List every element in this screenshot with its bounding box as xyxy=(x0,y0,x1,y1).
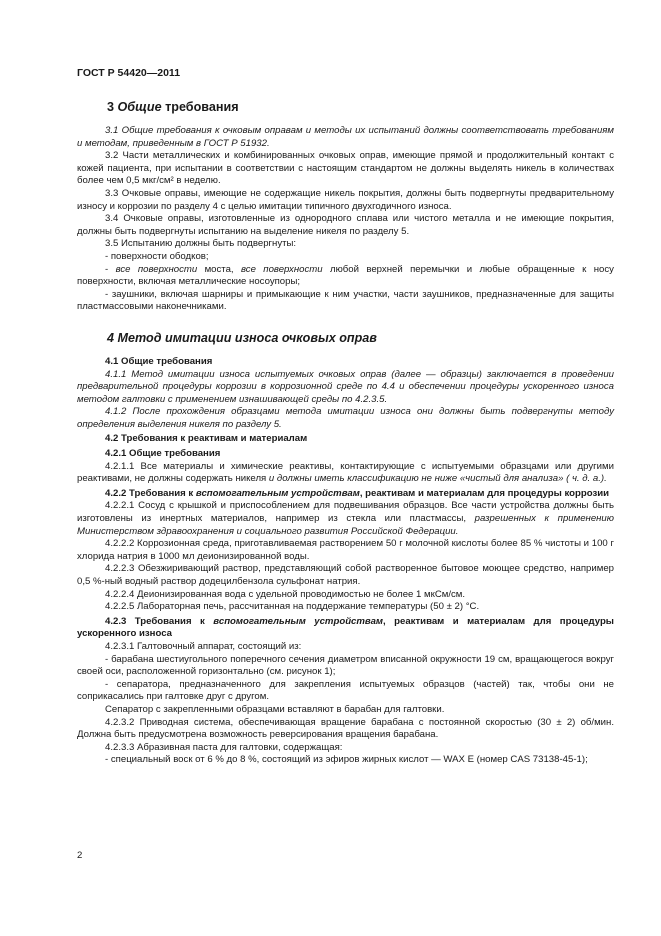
paragraph-3-5: 3.5 Испытанию должны быть подвергнуты: xyxy=(105,238,297,250)
paragraph-4-2-2-5: 4.2.2.5 Лабораторная печь, рассчитанная на поддержание температуры (50 ± 2) °С. xyxy=(105,601,480,613)
page-content xyxy=(77,99,614,767)
paragraph-4-2-3-1: 4.2.3.1 Галтовочный аппарат, состоящий из: xyxy=(105,640,302,652)
paragraph-4-2-2-4: 4.2.2.4 Деионизированная вода с удельной проводимостью не более 1 мкСм/см. xyxy=(105,588,466,600)
section-3-title: 3 Общие требования xyxy=(107,100,239,114)
subsection-4-2-1-title: 4.2.1 Общие требования xyxy=(105,448,221,460)
paragraph-4-2-2-3: 4.2.2.3 Обезжиривающий раствор, представляющий собой растворенное бытовое моющее средство, например 0,5 %-ный водный раствор додецилбензола сульфонат натрия. xyxy=(77,563,614,587)
paragraph-4-1-1: 4.1.1 Метод имитации износа испытуемых очковых оправ (далее — образцы) заключается в проведении предварительной процедуры коррозии в коррозионной среде по 4.4 и обеспечении процедуры ускоренного износа методом галтовки с применением изнашивающей среды по 4.2.3.5. xyxy=(77,368,614,405)
list-item: - специальный воск от 6 % до 8 %, состоящий из эфиров жирных кислот — WAX E (номер CAS 73138-45-1); xyxy=(105,754,588,766)
list-item: - заушники, включая шарниры и примыкающие к ним участки, части заушников, предназначенные для защиты пластмассовыми наконечниками. xyxy=(77,288,614,313)
paragraph-4-2-2-2: 4.2.2.2 Коррозионная среда, приготавливаемая растворением 50 г молочной кислоты более 85 % чистоты и 100 г хлорида натрия в 1000 мл деионизированной воды. xyxy=(77,538,614,562)
subsection-4-2-title: 4.2 Требования к реактивам и материалам xyxy=(105,433,308,445)
list-item: - поверхности ободков; xyxy=(105,250,209,262)
section-4-title: 4 Метод имитации износа очковых оправ xyxy=(107,330,377,345)
document-header: ГОСТ Р 54420—2011 xyxy=(77,67,181,79)
subsection-4-2-3-title: 4.2.3 Требования к вспомогательным устройствам, реактивам и материалам для процедуры ускоренного износа xyxy=(77,615,615,640)
paragraph-3-2: 3.2 Части металлических и комбинированных очковых оправ, имеющие прямой и продолжительный контакт с кожей пациента, при испытании в соответствии с настоящим стандартом не должны выделять никель в количествах более чем 0,5 мкг/см² в неделю. xyxy=(77,150,614,187)
list-item: - барабана шестиугольного поперечного сечения диаметром вписанной окружности 19 см, вращающегося вокруг своей оси, расположенной горизонтально (см. рисунок 1); xyxy=(77,653,614,678)
paragraph-4-1-2: 4.1.2 После прохождения образцами метода имитации износа они должны быть подвергнуты методу определения выделения никеля по разделу 5. xyxy=(77,406,614,430)
paragraph-3-4: 3.4 Очковые оправы, изготовленные из однородного сплава или чистого металла и не имеющие покрытия, должны быть подвергнуты испытанию на выделение никеля по разделу 5. xyxy=(77,213,614,237)
subsection-4-2-2-title: 4.2.2 Требования к вспомогательным устройствам, реактивам и материалам для процедуры коррозии xyxy=(105,487,610,499)
paragraph-4-2-1-1: 4.2.1.1 Все материалы и химические реактивы, контактирующие с испытуемыми образцами или другими реактивами, не должны содержать никеля и должны иметь классификацию не ниже «чистый для анализа» ( ч. д. а.). xyxy=(77,460,614,485)
list-item: - сепаратора, предназначенного для закрепления испытуемых образцов (частей) так, чтобы они не соприкасались при галтовке друг с другом. xyxy=(77,678,614,703)
paragraph-separator: Сепаратор с закрепленными образцами вставляют в барабан для галтовки. xyxy=(105,703,445,715)
list-item: - все поверхности моста, все поверхности любой верхней перемычки и любые обращенные к носу поверхности, включая металлические носоупоры; xyxy=(77,263,614,288)
subsection-4-1-title: 4.1 Общие требования xyxy=(105,355,213,367)
paragraph-3-3: 3.3 Очковые оправы, имеющие не содержащие никель покрытия, должны быть подвергнуты предварительному износу и коррозии по разделу 4 с целью имитации типичного двухгодичного износа. xyxy=(77,187,614,212)
paragraph-3-1: 3.1 Общие требования к очковым оправам и методы их испытаний должны соответствовать требованиям и методам, приведенным в ГОСТ Р 51932. xyxy=(77,125,614,149)
paragraph-4-2-3-3: 4.2.3.3 Абразивная паста для галтовки, содержащая: xyxy=(105,741,343,753)
page-number: 2 xyxy=(77,850,83,861)
paragraph-4-2-2-1: 4.2.2.1 Сосуд с крышкой и приспособлением для подвешивания образцов. Все части устройства должны быть изготовлены из инертных материалов, например из стекла или пластмассы, разрешенных к применению Министерством здравоохранения и социального развития Российской Федерации. xyxy=(77,500,614,537)
paragraph-4-2-3-2: 4.2.3.2 Приводная система, обеспечивающая вращение барабана с постоянной скоростью (30 ± 2) об/мин. Должна быть предусмотрена возможность реверсирования вращения барабана. xyxy=(77,716,614,741)
